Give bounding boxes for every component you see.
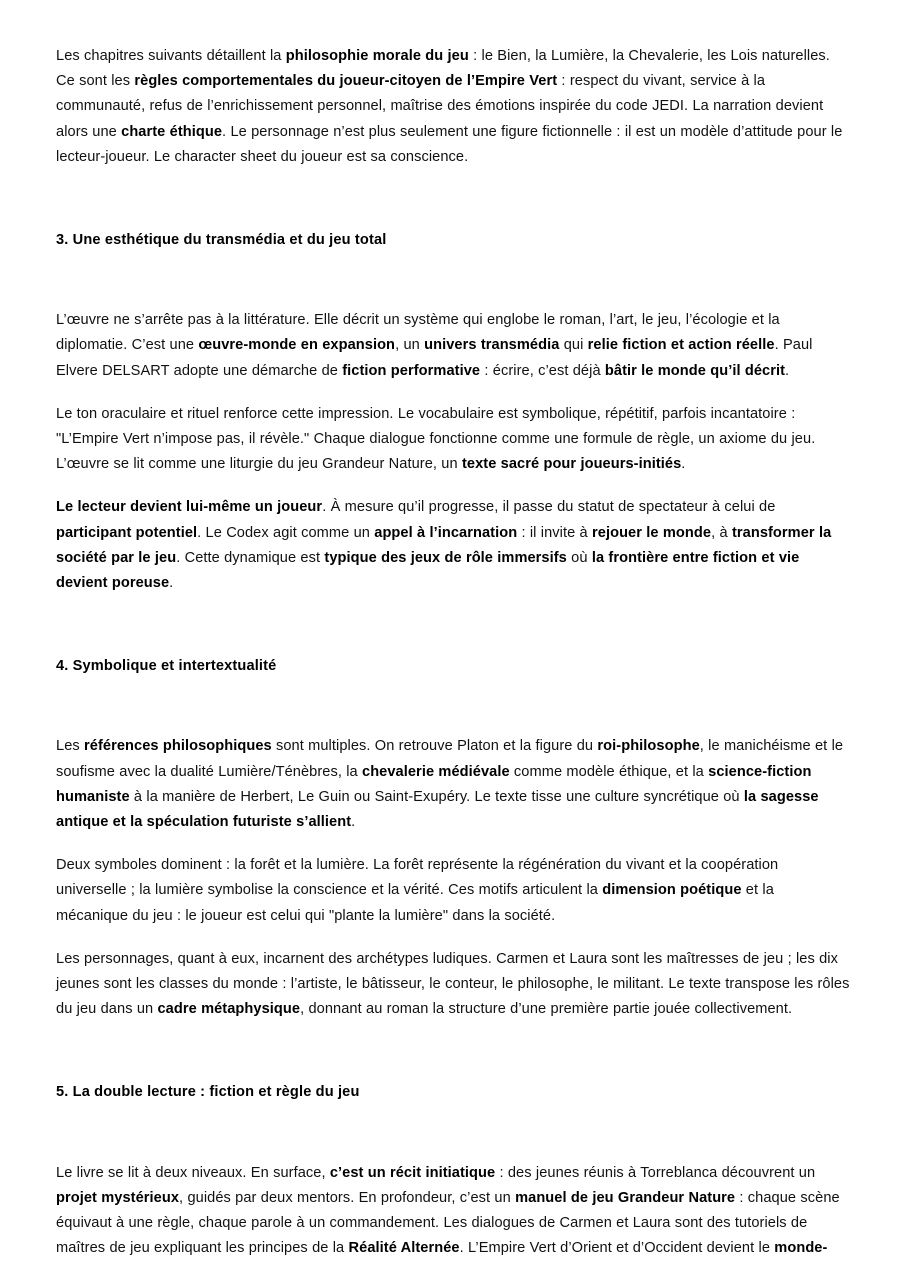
text-run-bold: rejouer le monde (592, 524, 712, 541)
text-run: . L’Empire Vert d’Orient et d’Occident devient le (459, 1240, 775, 1257)
text-run: L’œuvre ne s’arrête pas à la littérature. Elle décrit un système qui englobe le roman, l’art, le jeu, l’écologie et la diplomatie. C’est une (56, 312, 780, 354)
heading-section-5: 5. La double lecture : fiction et règle du jeu (56, 1084, 360, 1101)
text-run: Les personnages, quant à eux, incarnent des archétypes ludiques. Carmen et Laura sont les maîtresses de jeu ; les dix jeunes sont les classes du monde : l’artiste, le bâtisseur, le conteur, le philosophe, le militant. Le texte transpose les rôles du jeu dans un (56, 950, 850, 1018)
vertical-spacer (56, 929, 850, 947)
text-run-bold: la sagesse antique et la spéculation futuriste s’allient (56, 788, 819, 831)
paragraph-double-lecture (56, 1161, 850, 1262)
text-run-bold: roi-philosophe (597, 738, 700, 755)
vertical-spacer (56, 1022, 850, 1080)
vertical-spacer (56, 596, 850, 654)
text-run: à la manière de Herbert, Le Guin ou Saint-Exupéry. Le texte tisse une culture syncrétique où (129, 788, 744, 805)
text-run-bold: manuel de jeu Grandeur Nature (515, 1189, 736, 1206)
text-run-bold: Le lecteur devient lui-même un joueur (56, 499, 323, 516)
text-run: . Le personnage n’est plus seulement une figure fictionnelle : il est un modèle d’attitude pour le lecteur-joueur. Le character sheet du joueur est sa conscience. (56, 123, 843, 165)
text-run: . (351, 814, 356, 831)
text-run: . Le Codex agit comme un (197, 524, 375, 541)
vertical-spacer (56, 170, 850, 228)
vertical-spacer (56, 1106, 850, 1161)
text-run-bold: typique des jeux de rôle immersifs (324, 549, 567, 566)
text-run: qui (559, 337, 588, 354)
text-run: . À mesure qu’il progresse, il passe du statut de spectateur à celui de (322, 499, 776, 516)
vertical-spacer (56, 384, 850, 402)
text-run-bold: dimension poétique (602, 882, 742, 899)
text-run: où (566, 549, 592, 566)
text-run: . (785, 362, 790, 379)
text-run-bold: transformer la société par le jeu (56, 524, 832, 566)
text-run: , un (395, 337, 425, 354)
text-run-bold: appel à l’incarnation (374, 524, 518, 541)
text-run: comme modèle éthique, et la (509, 763, 709, 780)
text-run-bold: univers transmédia (424, 337, 560, 354)
text-run-bold: Réalité Alternée (348, 1240, 460, 1257)
text-run: , donnant au roman la structure d’une première partie jouée collectivement. (300, 1001, 793, 1018)
paragraph-references-philosophiques (56, 734, 850, 835)
text-run: . (169, 575, 174, 592)
text-run: : des jeunes réunis à Torreblanca découvrent un (495, 1164, 816, 1181)
paragraph-ton-oraculaire (56, 402, 850, 478)
text-run-bold: charte éthique (121, 123, 223, 140)
text-run-bold: projet mystérieux (56, 1189, 180, 1206)
text-run: et la mécanique du jeu : le joueur est celui qui "plante la lumière" dans la société. (56, 882, 774, 924)
text-run-bold: œuvre-monde en expansion (198, 337, 396, 354)
text-run: , le manichéisme et le soufisme avec la dualité Lumière/Ténèbres, la (56, 738, 844, 780)
text-run: : écrire, c’est déjà (480, 362, 605, 379)
paragraph-lecteur-joueur (56, 495, 850, 596)
text-run-bold: participant potentiel (56, 524, 198, 541)
text-run-bold: science-fiction humaniste (56, 763, 812, 805)
text-run-bold: relie fiction et action réelle (587, 337, 775, 354)
paragraph-deux-symboles (56, 853, 850, 929)
text-run-bold: fiction performative (342, 362, 481, 379)
text-run: . Cette dynamique est (176, 549, 325, 566)
text-run: : le Bien, la Lumière, la Chevalerie, les Lois naturelles. Ce sont les (56, 48, 830, 90)
text-run: . Paul Elvere DELSART adopte une démarche de (56, 337, 813, 379)
text-run: Le livre se lit à deux niveaux. En surface, (56, 1164, 330, 1181)
text-run: Le ton oraculaire et rituel renforce cette impression. Le vocabulaire est symbolique, répétitif, parfois incantatoire : "L’Empire Vert n’impose pas, il révèle." Chaque dialogue fonctionne comme une formule de règle, un axiome du jeu. L’œuvre se lit comme une liturgie du jeu Grandeur Nature, un (56, 405, 816, 473)
text-run-bold: c’est un récit initiatique (329, 1164, 496, 1181)
text-run-bold: cadre métaphysique (157, 1001, 301, 1018)
text-run-bold: règles comportementales du joueur-citoyen de l’Empire Vert (134, 73, 558, 90)
paragraph-philosophie-morale (56, 44, 850, 170)
text-run-bold: chevalerie médiévale (362, 763, 510, 780)
paragraph-oeuvre-monde (56, 308, 850, 384)
text-run: , à (711, 524, 732, 541)
text-run: , guidés par deux mentors. En profondeur, c’est un (179, 1189, 516, 1206)
vertical-spacer (56, 253, 850, 308)
text-run: : il invite à (517, 524, 593, 541)
text-run: Les chapitres suivants détaillent la (56, 48, 286, 64)
text-run: sont multiples. On retrouve Platon et la figure du (271, 738, 598, 755)
document-body (56, 44, 850, 1262)
text-run-bold: références philosophiques (84, 738, 272, 755)
text-run-bold: philosophie morale du jeu (285, 48, 469, 64)
text-run: : respect du vivant, service à la communauté, refus de l’enrichissement personnel, maîtrise des émotions inspirée du code JEDI. La narration devient alors une (56, 73, 824, 140)
text-run-bold: monde- (774, 1240, 828, 1257)
text-run-bold: la frontière entre fiction et vie devient poreuse (56, 549, 800, 592)
text-run: . (681, 456, 686, 473)
text-run: : chaque scène équivaut à une règle, chaque parole à un commandement. Les dialogues de Carmen et Laura sont des tutoriels de maîtres de jeu expliquant les principes de la (56, 1189, 840, 1257)
vertical-spacer (56, 835, 850, 853)
heading-section-3: 3. Une esthétique du transmédia et du jeu total (56, 232, 387, 249)
text-run-bold: bâtir le monde qu’il décrit (604, 362, 786, 379)
vertical-spacer (56, 477, 850, 495)
paragraph-personnages-archetypes (56, 947, 850, 1023)
text-run: Deux symboles dominent : la forêt et la lumière. La forêt représente la régénération du vivant et la coopération universelle ; la lumière symbolise la conscience et la vérité. Ces motifs articulent la (56, 857, 779, 899)
heading-section-4: 4. Symbolique et intertextualité (56, 658, 277, 675)
text-run-bold: texte sacré pour joueurs-initiés (461, 456, 682, 473)
vertical-spacer (56, 679, 850, 734)
text-run: Les (56, 738, 85, 755)
